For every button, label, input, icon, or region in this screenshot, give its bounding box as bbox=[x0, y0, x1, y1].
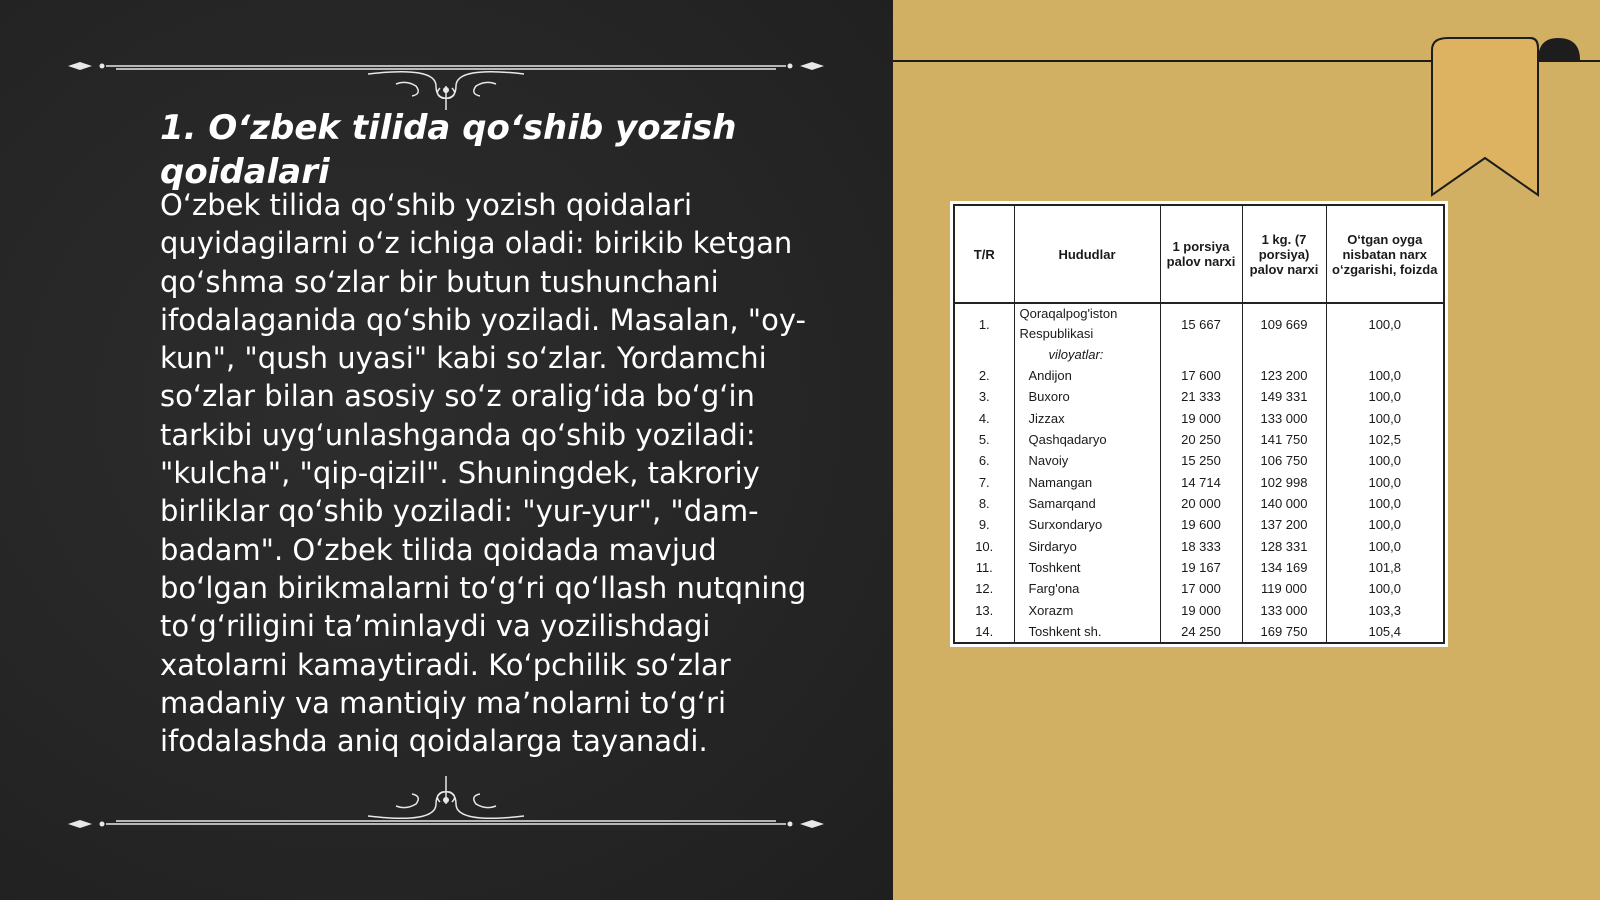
row-number: 6. bbox=[978, 453, 990, 469]
row-number: 9. bbox=[978, 517, 990, 533]
table-row bbox=[954, 471, 1444, 492]
table-row bbox=[954, 429, 1444, 450]
portion-price: 19 167 bbox=[1160, 557, 1242, 578]
price-change: 100,0 bbox=[1326, 578, 1444, 599]
region-name-line: Respublikasi bbox=[1019, 326, 1094, 342]
bottom-ornament-icon bbox=[66, 768, 826, 838]
table-subheader-row bbox=[954, 345, 1444, 365]
kg-price: 109 669 bbox=[1242, 303, 1326, 345]
kg-price: 106 750 bbox=[1242, 450, 1326, 471]
subheader-label: viloyatlar: bbox=[1014, 345, 1160, 365]
price-change: 105,4 bbox=[1326, 621, 1444, 643]
kg-price: 141 750 bbox=[1242, 429, 1326, 450]
portion-price: 14 714 bbox=[1160, 471, 1242, 492]
kg-price: 169 750 bbox=[1242, 621, 1326, 643]
price-change: 102,5 bbox=[1326, 429, 1444, 450]
price-change: 100,0 bbox=[1326, 535, 1444, 556]
price-change: 100,0 bbox=[1326, 450, 1444, 471]
portion-price: 17 000 bbox=[1160, 578, 1242, 599]
region-name: Namangan bbox=[1014, 471, 1160, 492]
kg-price: 133 000 bbox=[1242, 408, 1326, 429]
top-ornament-icon bbox=[66, 40, 826, 110]
row-number: 7. bbox=[978, 474, 990, 490]
kg-price: 128 331 bbox=[1242, 535, 1326, 556]
kg-price: 119 000 bbox=[1242, 578, 1326, 599]
portion-price: 20 250 bbox=[1160, 429, 1242, 450]
table-row bbox=[954, 408, 1444, 429]
price-change: 100,0 bbox=[1326, 408, 1444, 429]
region-name: Toshkent bbox=[1014, 557, 1160, 578]
row-number: 1. bbox=[978, 316, 990, 332]
table-row bbox=[954, 621, 1444, 643]
row-number: 14. bbox=[975, 623, 994, 639]
region-name: Sirdaryo bbox=[1014, 535, 1160, 556]
portion-price: 21 333 bbox=[1160, 386, 1242, 407]
region-name: Surxondaryo bbox=[1014, 514, 1160, 535]
portion-price: 19 600 bbox=[1160, 514, 1242, 535]
region-name-line: Qoraqalpog'iston bbox=[1019, 306, 1118, 322]
price-change: 100,0 bbox=[1326, 471, 1444, 492]
header-cell: Hududlar bbox=[1014, 205, 1160, 303]
price-change: 100,0 bbox=[1326, 493, 1444, 514]
kg-price: 137 200 bbox=[1242, 514, 1326, 535]
portion-price: 15 667 bbox=[1160, 303, 1242, 345]
row-number: 10. bbox=[975, 538, 994, 554]
table-row bbox=[954, 578, 1444, 599]
region-name: Qashqadaryo bbox=[1014, 429, 1160, 450]
table-row bbox=[954, 535, 1444, 556]
kg-price: 140 000 bbox=[1242, 493, 1326, 514]
row-number: 12. bbox=[975, 581, 994, 597]
region-name: Toshkent sh. bbox=[1014, 621, 1160, 643]
region-name: Buxoro bbox=[1014, 386, 1160, 407]
price-change: 100,0 bbox=[1326, 303, 1444, 345]
region-name: Samarqand bbox=[1014, 493, 1160, 514]
row-number: 11. bbox=[975, 559, 993, 575]
portion-price: 19 000 bbox=[1160, 408, 1242, 429]
row-number: 2. bbox=[978, 368, 990, 384]
slide-title: 1. O‘zbek tilida qo‘shib yozish qoidalari bbox=[160, 108, 737, 192]
palov-price-table bbox=[953, 204, 1445, 644]
table-row bbox=[954, 450, 1444, 471]
header-cell: 1 kg. (7 porsiya) palov narxi bbox=[1242, 205, 1326, 303]
row-number: 3. bbox=[978, 389, 990, 405]
price-change: 101,8 bbox=[1326, 557, 1444, 578]
price-change: 100,0 bbox=[1326, 514, 1444, 535]
price-change: 100,0 bbox=[1326, 365, 1444, 386]
table-header-row bbox=[954, 205, 1444, 303]
table-row bbox=[954, 386, 1444, 407]
portion-price: 18 333 bbox=[1160, 535, 1242, 556]
slide-body-text: O‘zbek tilida qo‘shib yozish qoidalari quyidagilarni o‘z ichiga oladi: birikib ketgan qo‘shma so‘zlar bir butun tushunchani ifodalaganida qo‘shib yoziladi. Masalan, "oy-kun", "qush uyasi" kabi so‘zlar. Yordamchi so‘zlar bilan asosiy so‘z oralig‘ida bo‘g‘in tarkibi uyg‘unlashganda qo‘shib yoziladi: "kulcha", "qip-qizil". Shuningdek, takroriy birliklar qo‘shib yoziladi: "yur-yur", "dam-badam". O‘zbek tilida qoidada mavjud bo‘lgan birikmalarni to‘g‘ri qo‘llash nutqning to‘g‘riligini ta’minlaydi va yozilishdagi xatolarni kamaytiradi. Ko‘pchilik so‘zlar madaniy va mantiqiy ma’nolarni to‘g‘ri ifodalashda aniq qoidalarga tayanadi. bbox=[160, 188, 807, 759]
kg-price: 123 200 bbox=[1242, 365, 1326, 386]
portion-price: 19 000 bbox=[1160, 599, 1242, 620]
kg-price: 102 998 bbox=[1242, 471, 1326, 492]
row-number: 13. bbox=[975, 602, 994, 618]
table-row bbox=[954, 493, 1444, 514]
table-row bbox=[954, 365, 1444, 386]
table-row bbox=[954, 557, 1444, 578]
bookmark-ribbon-icon bbox=[1430, 30, 1600, 210]
region-name: Xorazm bbox=[1014, 599, 1160, 620]
table-row bbox=[954, 599, 1444, 620]
region-name: Farg'ona bbox=[1014, 578, 1160, 599]
region-name: Navoiy bbox=[1014, 450, 1160, 471]
table-row bbox=[954, 514, 1444, 535]
table-row bbox=[954, 303, 1444, 345]
portion-price: 17 600 bbox=[1160, 365, 1242, 386]
row-number: 4. bbox=[978, 410, 990, 426]
portion-price: 20 000 bbox=[1160, 493, 1242, 514]
portion-price: 15 250 bbox=[1160, 450, 1242, 471]
region-name: Andijon bbox=[1014, 365, 1160, 386]
kg-price: 149 331 bbox=[1242, 386, 1326, 407]
header-cell: O‘tgan oyga nisbatan narx o‘zgarishi, foizda bbox=[1326, 205, 1444, 303]
price-change: 100,0 bbox=[1326, 386, 1444, 407]
region-name bbox=[1014, 303, 1160, 345]
portion-price: 24 250 bbox=[1160, 621, 1242, 643]
header-cell: T/R bbox=[954, 205, 1014, 303]
region-name: Jizzax bbox=[1014, 408, 1160, 429]
kg-price: 133 000 bbox=[1242, 599, 1326, 620]
price-change: 103,3 bbox=[1326, 599, 1444, 620]
row-number: 5. bbox=[978, 432, 990, 447]
kg-price: 134 169 bbox=[1242, 557, 1326, 578]
row-number: 8. bbox=[978, 495, 990, 511]
palov-price-table-image bbox=[950, 201, 1448, 647]
header-cell: 1 porsiya palov narxi bbox=[1160, 205, 1242, 303]
